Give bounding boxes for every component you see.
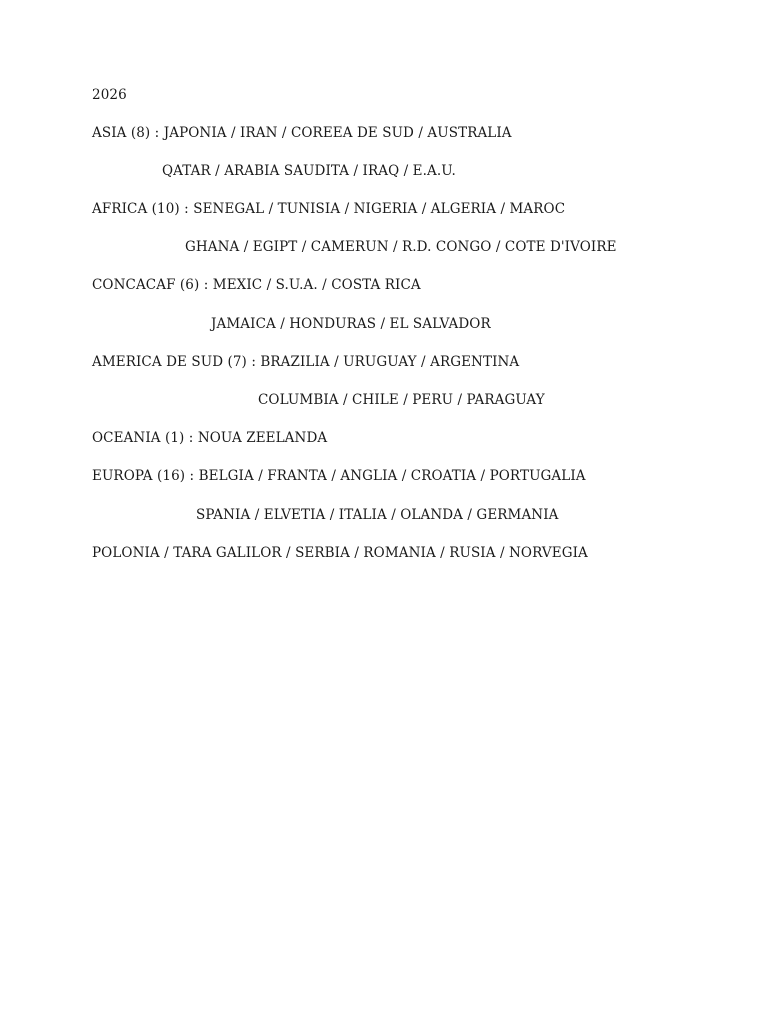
text-line-america-de-sud-continued: COLUMBIA / CHILE / PERU / PARAGUAY	[258, 392, 545, 408]
text-line-oceania: OCEANIA (1) : NOUA ZEELANDA	[92, 430, 328, 446]
text-line-concacaf: CONCACAF (6) : MEXIC / S.U.A. / COSTA RICA	[92, 277, 421, 293]
text-line-asia: ASIA (8) : JAPONIA / IRAN / COREEA DE SUD / AUSTRALIA	[92, 125, 512, 141]
text-line-america-de-sud: AMERICA DE SUD (7) : BRAZILIA / URUGUAY / ARGENTINA	[92, 354, 520, 370]
text-line-europa: EUROPA (16) : BELGIA / FRANTA / ANGLIA / CROATIA / PORTUGALIA	[92, 468, 586, 484]
text-line-africa: AFRICA (10) : SENEGAL / TUNISIA / NIGERIA / ALGERIA / MAROC	[92, 201, 566, 217]
text-line-concacaf-continued: JAMAICA / HONDURAS / EL SALVADOR	[211, 316, 491, 332]
text-line-africa-continued: GHANA / EGIPT / CAMERUN / R.D. CONGO / COTE D'IVOIRE	[185, 239, 617, 255]
text-line-europa-extra: POLONIA / TARA GALILOR / SERBIA / ROMANIA / RUSIA / NORVEGIA	[92, 545, 588, 561]
text-line-europa-continued: SPANIA / ELVETIA / ITALIA / OLANDA / GERMANIA	[196, 507, 559, 523]
text-line-asia-continued: QATAR / ARABIA SAUDITA / IRAQ / E.A.U.	[162, 163, 456, 179]
year-heading: 2026	[92, 87, 127, 103]
